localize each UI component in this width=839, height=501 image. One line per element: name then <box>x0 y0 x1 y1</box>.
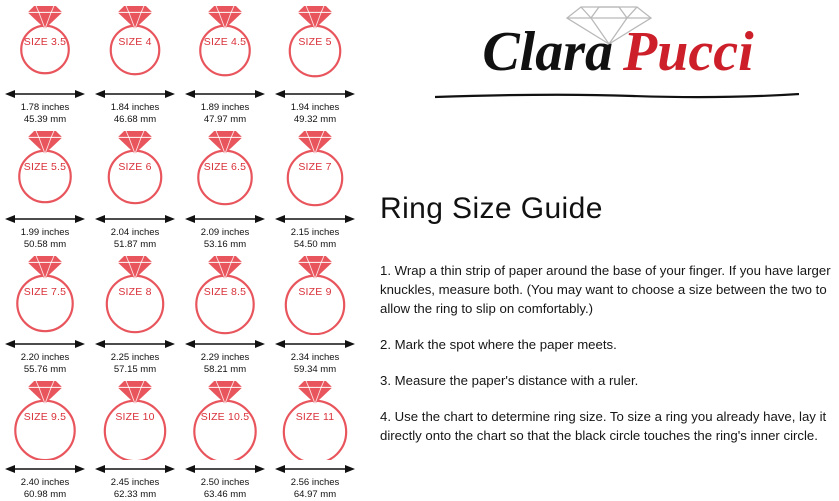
measure-inches: 1.78 inches <box>20 102 70 113</box>
measurement <box>201 477 250 500</box>
chart-row <box>0 250 360 375</box>
ring-size-label: SIZE 4.5 <box>203 36 247 48</box>
diameter-arrow <box>274 462 356 476</box>
measure-mm: 47.97 mm <box>203 113 247 125</box>
measurement <box>291 477 340 500</box>
brand-name-first: Clara <box>482 21 614 83</box>
diameter-arrow <box>184 212 266 226</box>
measure-mm: 51.87 mm <box>113 238 157 250</box>
measure-mm: 46.68 mm <box>113 113 157 125</box>
measure-inches: 2.09 inches <box>200 227 250 238</box>
ring-size-cell[interactable] <box>90 250 180 375</box>
measurement <box>291 227 340 250</box>
measurement <box>21 102 70 125</box>
diameter-arrow <box>274 212 356 226</box>
diameter-arrow <box>94 337 176 351</box>
measure-mm: 45.39 mm <box>23 113 67 125</box>
ring-size-label: SIZE 9 <box>298 286 332 298</box>
measurement <box>21 227 70 250</box>
measurement <box>201 227 250 250</box>
measure-mm: 57.15 mm <box>113 363 157 375</box>
instruction-step: 4. Use the chart to determine ring size. To size a ring you already have, lay it directly onto the chart so that the black circle touches the ring's inner circle. <box>380 409 827 444</box>
diameter-arrow <box>184 462 266 476</box>
ring-size-cell[interactable] <box>180 0 270 125</box>
measurement <box>201 352 250 375</box>
ring-size-cell[interactable] <box>0 250 90 375</box>
instruction-list <box>380 248 832 462</box>
measure-inches: 2.04 inches <box>110 227 160 238</box>
measure-inches: 2.45 inches <box>110 477 160 488</box>
measure-inches: 1.84 inches <box>110 102 160 113</box>
diameter-arrow <box>4 212 86 226</box>
measure-mm: 59.34 mm <box>293 363 337 375</box>
chart-row <box>0 0 360 125</box>
measure-mm: 63.46 mm <box>203 488 247 500</box>
ring-size-label: SIZE 7.5 <box>23 286 67 298</box>
instruction-step: 3. Measure the paper's distance with a ruler. <box>380 373 639 389</box>
measurement <box>201 102 250 125</box>
diameter-arrow <box>4 87 86 101</box>
measurement <box>111 227 160 250</box>
ring-size-label: SIZE 10 <box>115 411 155 423</box>
measure-inches: 1.89 inches <box>200 102 250 113</box>
ring-size-cell[interactable] <box>90 0 180 125</box>
ring-size-label: SIZE 8.5 <box>203 286 247 298</box>
measure-inches: 2.20 inches <box>20 352 70 363</box>
ring-size-cell[interactable] <box>90 125 180 250</box>
ring-size-label: SIZE 5.5 <box>23 161 67 173</box>
measure-inches: 2.25 inches <box>110 352 160 363</box>
measure-mm: 58.21 mm <box>203 363 247 375</box>
measure-inches: 2.56 inches <box>290 477 340 488</box>
diameter-arrow <box>274 337 356 351</box>
measure-mm: 54.50 mm <box>293 238 337 250</box>
ring-size-label: SIZE 6 <box>118 161 152 173</box>
chart-row <box>0 125 360 250</box>
page-title: Ring Size Guide <box>380 192 603 225</box>
diameter-arrow <box>184 337 266 351</box>
measurement <box>111 352 160 375</box>
ring-size-cell[interactable] <box>0 375 90 500</box>
ring-size-label: SIZE 10.5 <box>200 411 250 423</box>
measure-mm: 62.33 mm <box>113 488 157 500</box>
diameter-arrow <box>184 87 266 101</box>
measure-inches: 2.34 inches <box>290 352 340 363</box>
ring-size-label: SIZE 11 <box>295 411 335 423</box>
diameter-arrow <box>274 87 356 101</box>
ring-size-label: SIZE 3.5 <box>23 36 67 48</box>
ring-size-cell[interactable] <box>270 125 360 250</box>
measurement <box>111 102 160 125</box>
measure-inches: 1.94 inches <box>290 102 340 113</box>
ring-size-cell[interactable] <box>0 125 90 250</box>
ring-size-label: SIZE 4 <box>118 36 152 48</box>
measure-inches: 2.29 inches <box>200 352 250 363</box>
measure-mm: 53.16 mm <box>203 238 247 250</box>
measurement <box>291 352 340 375</box>
instruction-step: 2. Mark the spot where the paper meets. <box>380 337 617 353</box>
brand-logo <box>378 2 838 102</box>
ring-size-label: SIZE 9.5 <box>23 411 67 423</box>
measurement <box>21 352 70 375</box>
ring-size-cell[interactable] <box>0 0 90 125</box>
measure-inches: 2.40 inches <box>20 477 70 488</box>
ring-size-label: SIZE 6.5 <box>203 161 247 173</box>
ring-size-label: SIZE 7 <box>298 161 332 173</box>
ring-size-cell[interactable] <box>90 375 180 500</box>
diameter-arrow <box>94 87 176 101</box>
diameter-arrow <box>94 212 176 226</box>
chart-row <box>0 375 360 500</box>
measure-mm: 49.32 mm <box>293 113 337 125</box>
measurement <box>111 477 160 500</box>
measurement <box>21 477 70 500</box>
ring-size-chart <box>0 0 360 501</box>
ring-size-cell[interactable] <box>270 375 360 500</box>
brand-name-second: Pucci <box>623 21 754 83</box>
brand-underline <box>433 86 803 90</box>
ring-size-label: SIZE 5 <box>298 36 332 48</box>
ring-size-cell[interactable] <box>180 375 270 500</box>
brand-wordmark <box>398 20 838 94</box>
ring-size-cell[interactable] <box>270 250 360 375</box>
measure-inches: 2.15 inches <box>290 227 340 238</box>
ring-size-cell[interactable] <box>180 125 270 250</box>
measure-mm: 50.58 mm <box>23 238 67 250</box>
ring-size-cell[interactable] <box>180 250 270 375</box>
ring-size-label: SIZE 8 <box>118 286 152 298</box>
diameter-arrow <box>4 462 86 476</box>
measure-inches: 2.50 inches <box>200 477 250 488</box>
ring-size-cell[interactable] <box>270 0 360 125</box>
measure-inches: 1.99 inches <box>20 227 70 238</box>
right-panel <box>368 0 839 501</box>
diameter-arrow <box>94 462 176 476</box>
measure-mm: 60.98 mm <box>23 488 67 500</box>
measure-mm: 55.76 mm <box>23 363 67 375</box>
diameter-arrow <box>4 337 86 351</box>
measure-mm: 64.97 mm <box>293 488 337 500</box>
measurement <box>291 102 340 125</box>
instruction-step: 1. Wrap a thin strip of paper around the base of your finger. If you have larger knuckles, measure both. (You may want to choose a size between the two to allow the ring to slip on comfortably.) <box>380 263 831 317</box>
